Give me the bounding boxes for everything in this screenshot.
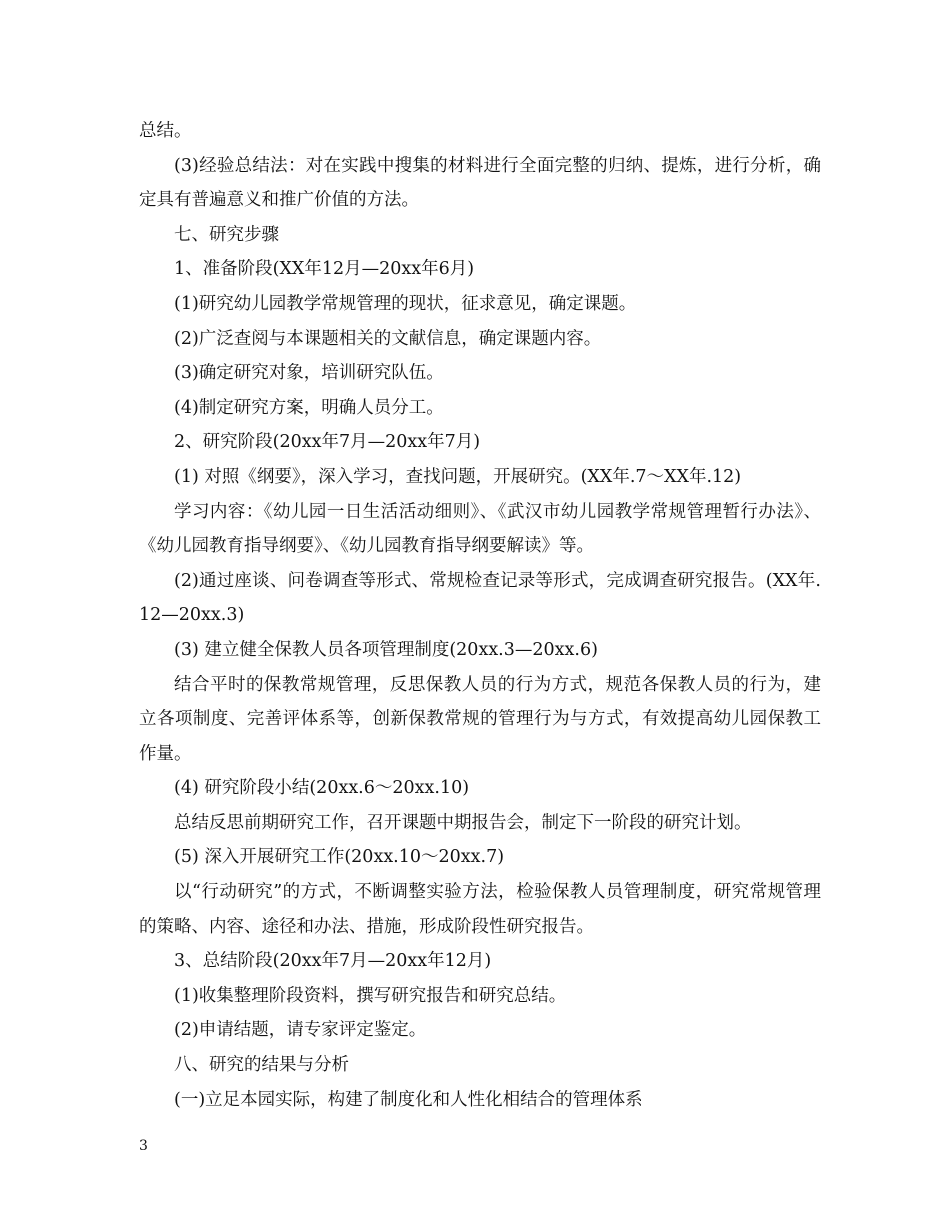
paragraph-study-content: 学习内容：《幼儿园一日生活活动细则》、《武汉市幼儿园教学常规管理暂行办法》、《幼儿园教育指导纲要》、《幼儿园教育指导纲要解读》等。 xyxy=(139,501,821,557)
list-item: (4) 研究阶段小结(20xx.6～20xx.10) xyxy=(174,778,470,799)
list-item: (2)申请结题，请专家评定鉴定。 xyxy=(174,1020,427,1041)
list-item: (3) 建立健全保教人员各项管理制度(20xx.3—20xx.6) xyxy=(174,639,598,660)
list-item: (3)确定研究对象，培训研究队伍。 xyxy=(174,363,444,384)
list-item: (4)制定研究方案，明确人员分工。 xyxy=(174,397,444,418)
list-item: (5) 深入开展研究工作(20xx.10～20xx.7) xyxy=(174,847,505,868)
stage-heading-summary: 3、总结阶段(20xx年7月—20xx年12月) xyxy=(174,951,492,972)
stage-heading-research: 2、研究阶段(20xx年7月—20xx年7月) xyxy=(174,432,481,453)
paragraph-management-system: 结合平时的保教常规管理，反思保教人员的行为方式，规范各保教人员的行为，建立各项制度、完善评体系等，创新保教常规的管理行为与方式，有效提高幼儿园保教工作量。 xyxy=(139,674,821,764)
document-body xyxy=(139,114,821,1117)
stage-heading-preparation: 1、准备阶段(XX年12月—20xx年6月) xyxy=(174,259,475,280)
page-number: 3 xyxy=(139,1138,148,1154)
list-item: (2)广泛查阅与本课题相关的文献信息，确定课题内容。 xyxy=(174,328,602,349)
list-item: (1) 对照《纲要》，深入学习，查找问题，开展研究。(XX年.7～XX年.12) xyxy=(174,466,742,487)
paragraph-experience-summary-method: (3)经验总结法：对在实践中搜集的材料进行全面完整的归纳、提炼，进行分析，确定具有普遍意义和推广价值的方法。 xyxy=(139,155,821,211)
list-item: (2)通过座谈、问卷调查等形式、常规检查记录等形式，完成调查研究报告。(XX年.12—20xx.3) xyxy=(139,570,821,626)
paragraph-action-research: 以“行动研究”的方式，不断调整实验方法，检验保教人员管理制度，研究常规管理的策略、内容、途径和办法、措施，形成阶段性研究报告。 xyxy=(139,882,821,937)
paragraph-interim-summary: 总结反思前期研究工作，召开课题中期报告会，制定下一阶段的研究计划。 xyxy=(174,812,752,833)
list-item: (1)研究幼儿园教学常规管理的现状，征求意见，确定课题。 xyxy=(174,293,637,314)
section-heading-research-steps: 七、研究步骤 xyxy=(174,224,279,245)
subsection-heading: (一)立足本园实际，构建了制度化和人性化相结合的管理体系 xyxy=(174,1089,643,1110)
section-heading-results-analysis: 八、研究的结果与分析 xyxy=(174,1055,349,1076)
paragraph-continuation: 总结。 xyxy=(139,121,192,141)
list-item: (1)收集整理阶段资料，撰写研究报告和研究总结。 xyxy=(174,985,567,1006)
